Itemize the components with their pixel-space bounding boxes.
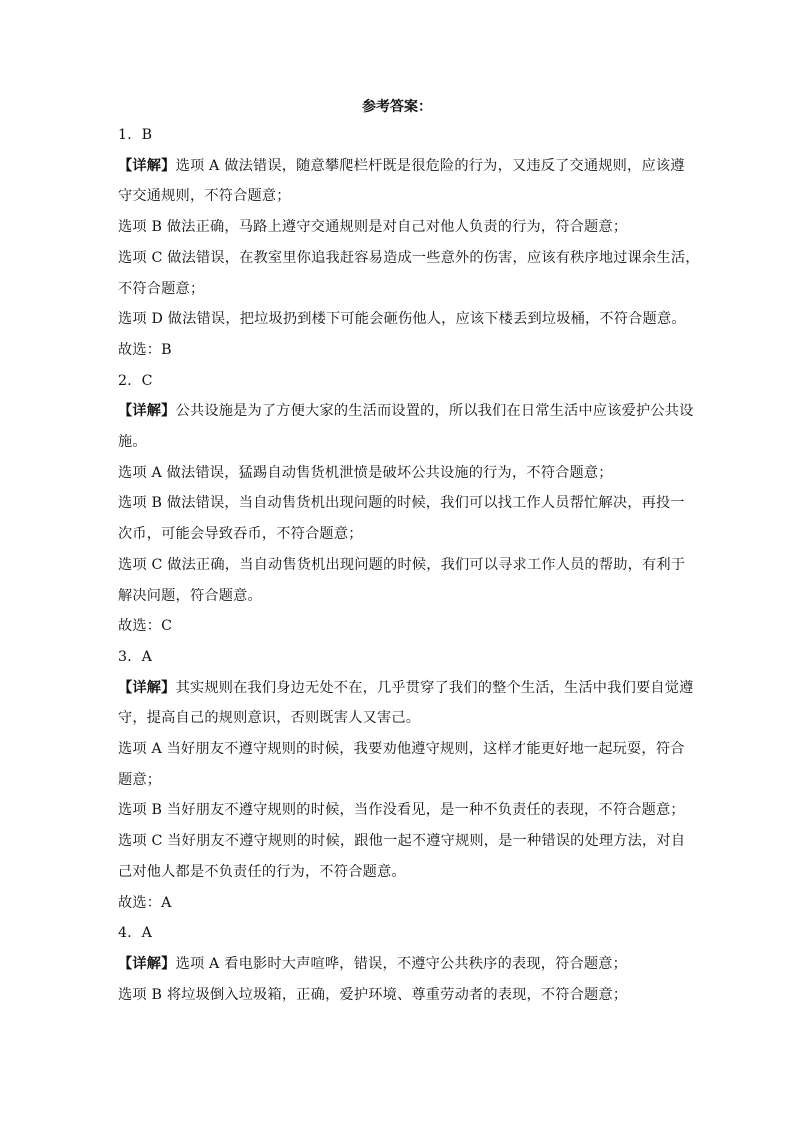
line-text: 题意； [118, 771, 162, 788]
line-text: 选项 A 看电影时大声喧哗，错误，不遵守公共秩序的表现，符合题意； [175, 955, 628, 972]
line-text: 故选：C [118, 618, 173, 635]
line-text: 解决问题，符合题意。 [118, 587, 262, 604]
line-text: 选项 C 做法正确，当自动售货机出现问题的时候，我们可以寻求工作人员的帮助，有利于 [118, 556, 686, 573]
text-line [118, 586, 262, 606]
text-line [118, 432, 147, 452]
text-line [118, 279, 204, 299]
line-text: 其实规则在我们身边无处不在，几乎贯穿了我们的整个生活，生活中我们要自觉遵 [175, 679, 694, 696]
line-text: 故选：B [118, 341, 172, 358]
detail-tag: 【详解】 [118, 679, 176, 696]
text-line [118, 463, 613, 483]
text-line [118, 524, 363, 544]
detail-tag: 【详解】 [118, 157, 176, 174]
detail-tag: 【详解】 [118, 403, 176, 420]
text-line [118, 862, 406, 882]
line-text: 选项 B 将垃圾倒入垃圾箱，正确，爱护环境、尊重劳动者的表现，不符合题意； [118, 986, 628, 1003]
text-line [118, 831, 685, 851]
text-line [118, 248, 700, 268]
line-text: 守，提高自己的规则意识，否则既害人又害己。 [118, 710, 421, 727]
text-line [118, 616, 172, 636]
line-text: 选项 D 做法错误，把垃圾扔到楼下可能会砸伤他人，应该下楼丢到垃圾桶，不符合题意。 [118, 311, 686, 328]
text-line [118, 708, 420, 728]
line-text: 公共设施是为了方便大家的生活而设置的，所以我们在日常生活中应该爱护公共设 [175, 403, 694, 420]
line-text: 选项 A 当好朋友不遵守规则的时候，我要劝他遵守规则，这样才能更好地一起玩耍，符合 [118, 741, 685, 757]
line-text: 选项 B 做法错误，当自动售货机出现问题的时候，我们可以找工作人员帮忙解决，再投一 [118, 495, 685, 512]
text-line [118, 770, 161, 790]
line-text: 选项 A 做法错误，随意攀爬栏杆既是很危险的行为，又违反了交通规则，应该遵 [175, 157, 685, 174]
line-text: 选项 C 当好朋友不遵守规则的时候，跟他一起不遵守规则，是一种错误的处理方法，对自 [118, 833, 686, 850]
line-text: 己对他人都是不负责任的行为，不符合题意。 [118, 863, 406, 880]
text-line [118, 678, 694, 698]
text-line [118, 800, 685, 820]
text-line [118, 647, 152, 667]
line-text: 2．C [118, 372, 153, 389]
text-line [118, 125, 152, 145]
text-line [118, 893, 172, 913]
text-line [118, 923, 152, 943]
line-text: 1．B [118, 127, 153, 143]
text-line [118, 340, 172, 360]
text-line [118, 156, 685, 176]
text-line [118, 217, 627, 237]
line-text: 不符合题意； [118, 280, 205, 297]
text-line [118, 985, 627, 1005]
text-line [118, 309, 686, 329]
line-text: 选项 B 当好朋友不遵守规则的时候，当作没看见，是一种不负责任的表现，不符合题意； [118, 802, 685, 819]
text-line [118, 371, 153, 391]
text-line [118, 186, 291, 206]
line-text: 4．A [118, 925, 153, 942]
text-line [118, 555, 685, 575]
line-text: 选项 A 做法错误，猛踢自动售货机泄愤是破坏公共设施的行为，不符合题意； [118, 464, 613, 481]
text-line [118, 401, 694, 421]
detail-tag: 【详解】 [118, 955, 176, 972]
text-line [118, 493, 685, 513]
line-text: 3．A [118, 648, 153, 665]
line-text: 选项 C 做法错误，在教室里你追我赶容易造成一些意外的伤害，应该有秩序地过课余生活， [118, 249, 700, 266]
line-text: 故选：A [118, 894, 172, 911]
line-text: 施。 [118, 434, 147, 450]
page-title: 参考答案： [362, 99, 432, 115]
line-text: 选项 B 做法正确，马路上遵守交通规则是对自己对他人负责的行为，符合题意； [118, 219, 628, 236]
text-line [118, 954, 627, 974]
text-line [118, 739, 685, 759]
line-text: 守交通规则，不符合题意； [118, 188, 291, 205]
line-text: 次币，可能会导致吞币，不符合题意； [118, 526, 363, 543]
